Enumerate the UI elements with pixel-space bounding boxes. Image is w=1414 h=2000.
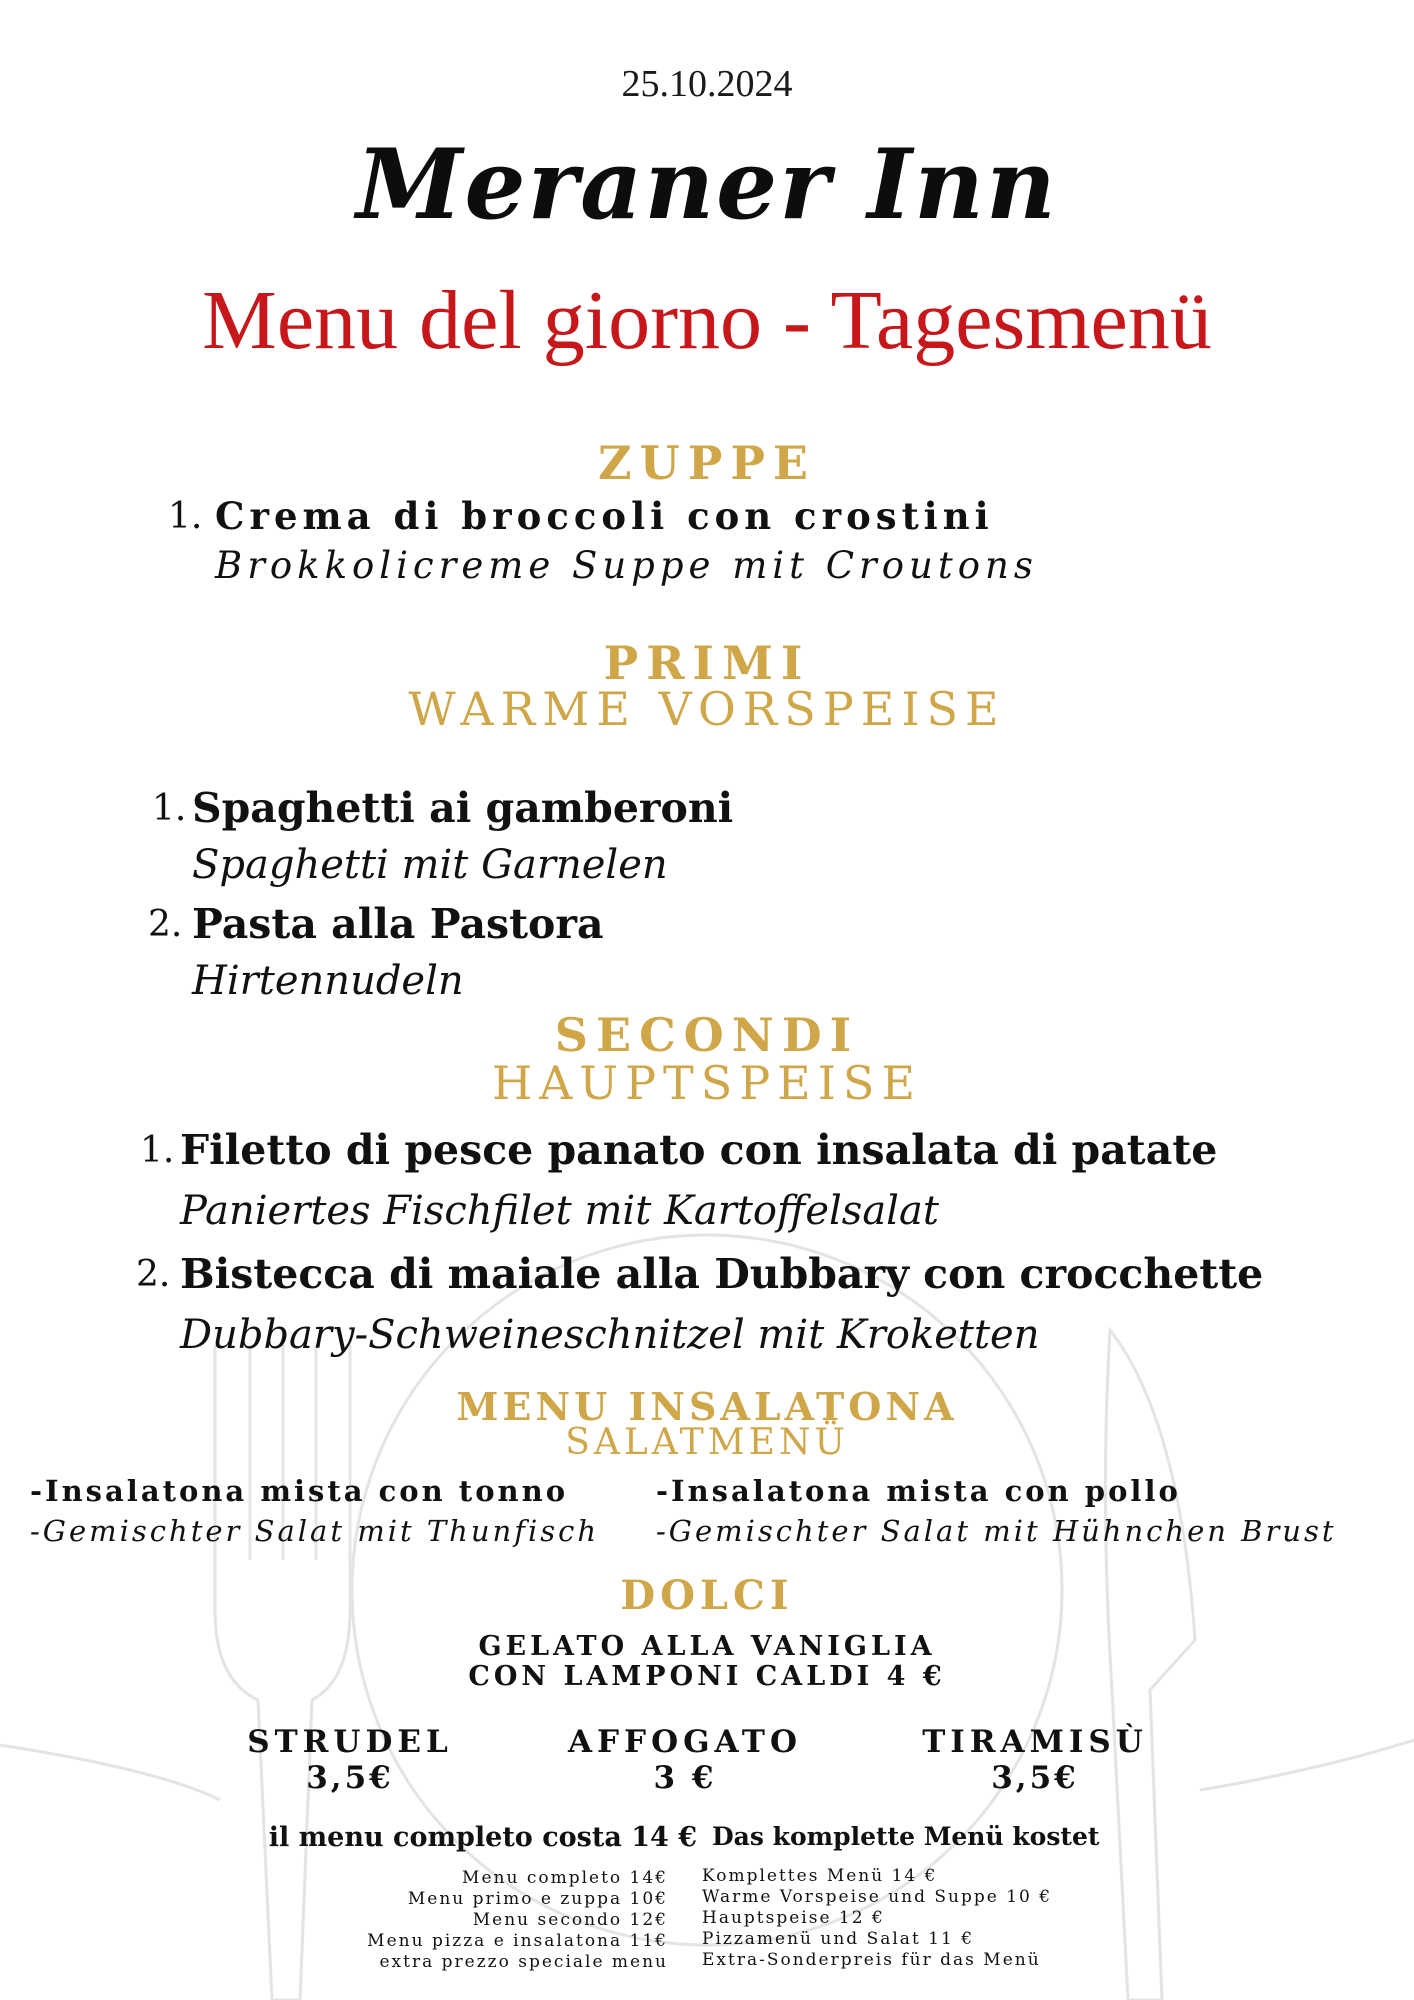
salad-item-translation: -Gemischter Salat mit Hühnchen Brust: [656, 1514, 1337, 1548]
secondi-item-number: 1.: [140, 1130, 175, 1171]
price-line: extra prezzo speciale menu: [379, 1952, 668, 1972]
dolci-special-line2: CON LAMPONI CALDI 4 €: [468, 1661, 946, 1692]
price-line: Warme Vorspeise und Suppe 10 €: [702, 1887, 1053, 1907]
primi-subheading: WARME VORSPEISE: [408, 682, 1006, 736]
price-line: Menu primo e zuppa 10€: [407, 1889, 668, 1909]
secondi-item-name: Bistecca di maiale alla Dubbary con crocchette: [180, 1250, 1264, 1298]
primi-heading: PRIMI: [603, 636, 811, 690]
price-line: Menu secondo 12€: [472, 1910, 668, 1930]
secondi-item-number: 2.: [136, 1254, 171, 1295]
price-line: Komplettes Menü 14 €: [702, 1866, 938, 1886]
complete-menu-de: Das komplette Menü kostet: [712, 1822, 1100, 1851]
dessert-price: 3,5€: [306, 1760, 394, 1796]
primi-item-name: Pasta alla Pastora: [192, 900, 604, 948]
salad-item-translation: -Gemischter Salat mit Thunfisch: [30, 1514, 600, 1548]
dolci-heading: DOLCI: [620, 1572, 794, 1619]
secondi-item-translation: Paniertes Fischfilet mit Kartoffelsalat: [180, 1188, 939, 1234]
primi-item-translation: Hirtennudeln: [192, 958, 464, 1004]
dessert-name: STRUDEL: [247, 1724, 453, 1760]
menu-title: Menu del giorno - Tagesmenü: [202, 274, 1212, 367]
zuppe-item-translation: Brokkolicreme Suppe mit Croutons: [215, 544, 1038, 587]
zuppe-heading: ZUPPE: [598, 436, 816, 490]
dessert-name: TIRAMISÙ: [922, 1724, 1148, 1760]
secondi-item-translation: Dubbary-Schweineschnitzel mit Kroketten: [180, 1312, 1040, 1358]
zuppe-item-number: 1.: [168, 496, 203, 537]
price-line: Menu pizza e insalatona 11€: [367, 1931, 668, 1951]
price-line: Pizzamenü und Salat 11 €: [702, 1929, 975, 1949]
price-list-it: [0, 1868, 668, 1973]
primi-item-number: 1.: [152, 788, 187, 829]
dessert-price: 3 €: [653, 1760, 717, 1796]
insalatona-subheading: SALATMENÜ: [565, 1422, 849, 1463]
insalatona-heading: MENU INSALATONA: [456, 1384, 958, 1429]
restaurant-name: Meraner Inn: [356, 128, 1058, 241]
salad-item-name: -Insalatona mista con pollo: [656, 1474, 1181, 1508]
secondi-heading: SECONDI: [554, 1008, 860, 1062]
complete-menu-it: il menu completo costa 14 €: [268, 1822, 697, 1853]
price-line: Extra-Sonderpreis für das Menü: [702, 1950, 1041, 1970]
primi-item-translation: Spaghetti mit Garnelen: [192, 842, 668, 888]
primi-item-number: 2.: [148, 904, 183, 945]
zuppe-item-name: Crema di broccoli con crostini: [215, 494, 994, 538]
dessert-price: 3,5€: [991, 1760, 1079, 1796]
secondi-item-name: Filetto di pesce panato con insalata di patate: [180, 1126, 1218, 1174]
dessert-name: AFFOGATO: [568, 1724, 802, 1760]
primi-item-name: Spaghetti ai gamberoni: [192, 784, 734, 832]
price-line: Hauptspeise 12 €: [702, 1908, 885, 1928]
dolci-special-line1: GELATO ALLA VANIGLIA: [478, 1631, 936, 1662]
price-list-de: [702, 1866, 1052, 1971]
salad-item-name: -Insalatona mista con tonno: [30, 1474, 569, 1508]
secondi-subheading: HAUPTSPEISE: [491, 1056, 923, 1110]
menu-date: 25.10.2024: [621, 63, 793, 105]
price-line: Menu completo 14€: [462, 1868, 668, 1888]
